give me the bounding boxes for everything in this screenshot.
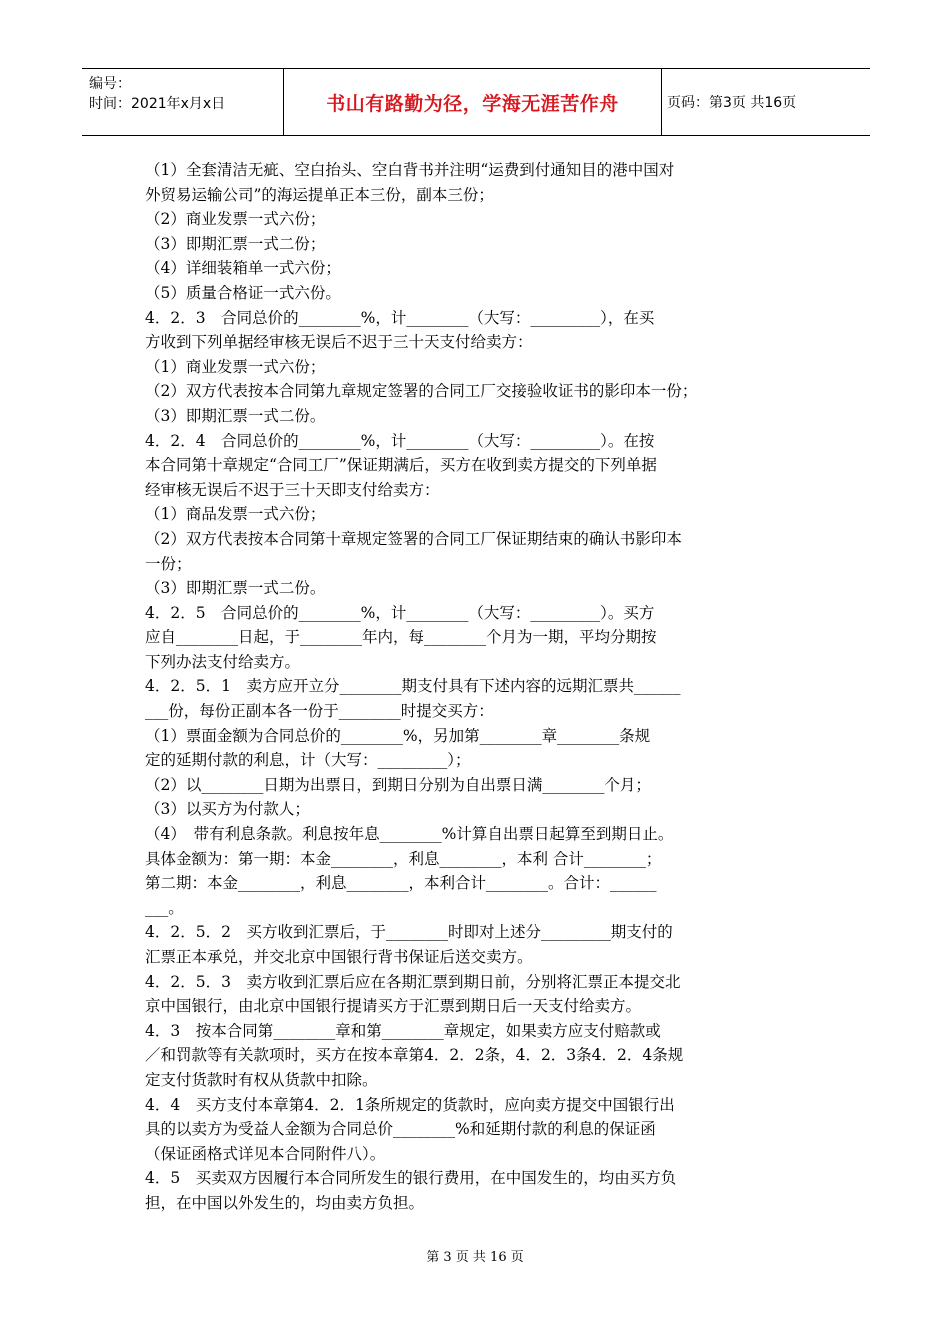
- body-line: （1）商业发票一式六份；: [145, 357, 326, 376]
- body-line: （2）双方代表按本合同第九章规定签署的合同工厂交接验收证书的影印本一份；: [145, 382, 698, 401]
- body-line: 4．2．5．2 买方收到汇票后，于________时即对上述分_________期支付的: [145, 923, 673, 942]
- body-line: ／和罚款等有关款项时，买方在按本章第4．2．2条，4．2．3条4．2．4条规: [145, 1046, 684, 1065]
- body-line: 4．2．5．3 卖方收到汇票后应在各期汇票到期日前，分别将汇票正本提交北: [145, 972, 681, 991]
- body-line: 下列办法支付给卖方。: [145, 652, 301, 671]
- body-line: （2）双方代表按本合同第十章规定签署的合同工厂保证期结束的确认书影印本: [145, 529, 682, 548]
- body-line: （保证函格式详见本合同附件八）。: [145, 1144, 386, 1163]
- body-line: 方收到下列单据经审核无误后不迟于三十天支付给卖方：: [145, 333, 533, 352]
- body-line: 4．3 按本合同第________章和第________章规定，如果卖方应支付赔款或: [145, 1021, 661, 1040]
- body-line: （4） 带有利息条款。利息按年息________%计算自出票日起算至到期日止。: [145, 825, 674, 844]
- body-line: （2）以________日期为出票日，到期日分别为自出票日满________个月；: [145, 775, 651, 794]
- body-line: 第二期：本金________，利息________，本利合计________。合计：______: [145, 874, 657, 893]
- body-line: 具的以卖方为受益人金额为合同总价________%和延期付款的利息的保证函: [145, 1120, 656, 1139]
- page-footer: 第 3 页 共 16 页: [426, 1250, 524, 1265]
- body-line: （1）票面金额为合同总价的________%，另加第________章________条规: [145, 726, 651, 745]
- body-line: 一份；: [145, 554, 192, 573]
- body-line: 应自________日起，于________年内，每________个月为一期，平均分期按: [145, 628, 657, 647]
- body-line: （3）即期汇票一式二份。: [145, 579, 326, 598]
- body-line: （3）即期汇票一式二份；: [145, 234, 326, 253]
- body-line: （1）商品发票一式六份；: [145, 505, 326, 524]
- body-line: 本合同第十章规定“合同工厂”保证期满后，买方在收到卖方提交的下列单据: [145, 456, 657, 475]
- body-line: （4）详细装箱单一式六份；: [145, 259, 341, 278]
- body-line: 具体金额为：第一期：本金________，利息________，本利 合计________；: [145, 849, 662, 868]
- body-line: （2）商业发票一式六份；: [145, 210, 326, 229]
- body-line: 定支付货款时有权从货款中扣除。: [145, 1070, 378, 1089]
- number-label: 编号：: [89, 76, 131, 92]
- time-label: 时间：2021年x月x日: [89, 96, 226, 112]
- header-meta-cell: [82, 69, 284, 135]
- body-line: 京中国银行，由北京中国银行提请买方于汇票到期日后一天支付给卖方。: [145, 997, 642, 1016]
- body-line: 4．2．4 合同总价的________%，计________（大写：_________）。在按: [145, 431, 655, 450]
- body-line: 定的延期付款的利息，计（大写：_________）；: [145, 751, 471, 770]
- body-line: （5）质量合格证一式六份。: [145, 283, 341, 302]
- body-line: （3）以买方为付款人；: [145, 800, 310, 819]
- document-body: [145, 158, 817, 1216]
- header-motto: 书山有路勤为径，学海无涯苦作舟: [284, 69, 662, 135]
- body-line: 4．4 买方支付本章第4．2．1条所规定的货款时，应向卖方提交中国银行出: [145, 1095, 675, 1114]
- body-line: 4．2．5 合同总价的________%，计________（大写：_________）。买方: [145, 603, 655, 622]
- body-line: 汇票正本承兑，并交北京中国银行背书保证后送交卖方。: [145, 948, 533, 966]
- body-line: 经审核无误后不迟于三十天即支付给卖方：: [145, 480, 440, 499]
- body-line: ___。: [145, 898, 184, 917]
- page-header: [82, 68, 870, 136]
- body-line: 担，在中国以外发生的，均由卖方负担。: [145, 1193, 425, 1212]
- body-line: ___份，每份正副本各一份于________时提交买方：: [145, 702, 494, 721]
- body-line: 4．2．3 合同总价的________%，计________（大写：_________），在买: [145, 308, 655, 327]
- body-line: （1）全套清洁无疵、空白抬头、空白背书并注明“运费到付通知目的港中国对: [145, 161, 675, 179]
- body-line: 4．2．5．1 卖方应开立分________期支付具有下述内容的远期汇票共______: [145, 677, 681, 696]
- body-line: 4．5 买卖双方因履行本合同所发生的银行费用，在中国发生的，均由买方负: [145, 1169, 677, 1188]
- body-line: 外贸易运输公司”的海运提单正本三份，副本三份；: [145, 185, 494, 204]
- body-line: （3）即期汇票一式二份。: [145, 406, 326, 425]
- header-page-info: 页码：第3页 共16页: [667, 95, 797, 111]
